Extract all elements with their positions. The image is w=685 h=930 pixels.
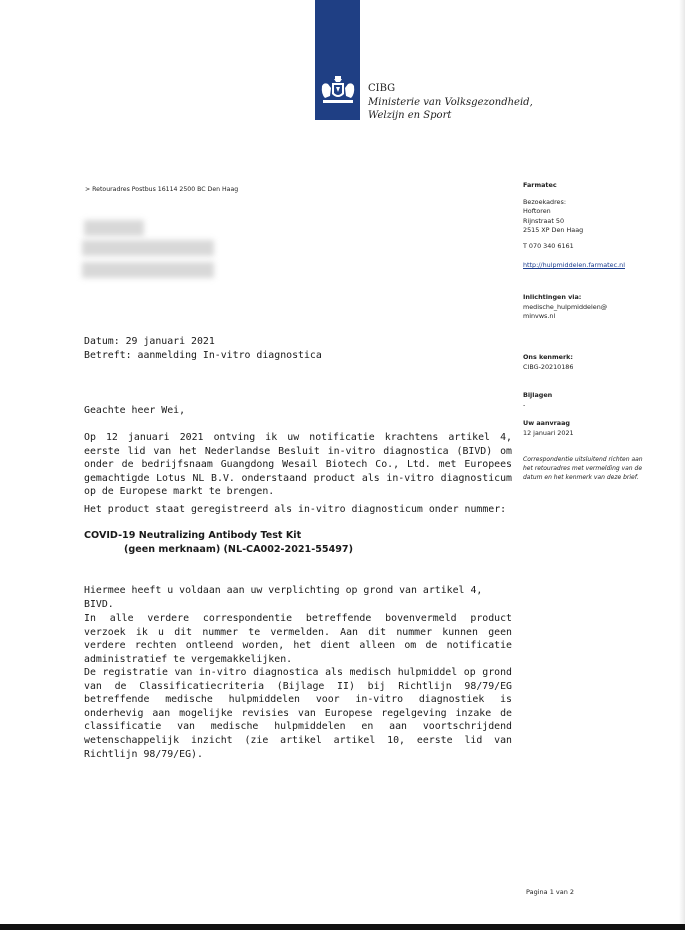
page-number: Pagina 1 van 2: [526, 888, 575, 896]
paragraph-correspondence: In alle verdere correspondentie betreffende bovenvermeld product verzoek ik u dit nummer te vermelden. Aan dit nummer kunnen geen verdere rechten ontleend worden, het dient alleen om de notificatie administratief te vergemakkelijken.: [84, 613, 512, 665]
redaction-block: [82, 262, 214, 278]
letter-date: Datum: 29 januari 2021: [84, 336, 215, 347]
paragraph-classification: De registratie van in-vitro diagnostica als medisch hulpmiddel op grond van de Classificatiecriteria (Bijlage II) bij Richtlijn 98/79/EG betreffende medische hulpmiddelen voor in-vitro diagnostiek is onderhevig aan mogelijke revisies van Europese regelgeving inzake de classificatie van medische hulpmiddelen en aan voortschrijdend wetenschappelijk inzicht (zie artikel artikel 10, eerste lid van Richtlijn 98/79/EG).: [84, 667, 512, 760]
department-name: Farmatec: [523, 181, 557, 189]
sidebar-contact-info: [523, 181, 625, 271]
sidebar-note: [523, 455, 651, 482]
product-registration-number: (geen merknaam) (NL-CA002-2021-55497): [124, 544, 353, 555]
redaction-block: [84, 220, 144, 236]
coat-of-arms-icon: [318, 74, 358, 108]
ministry-name: [368, 82, 533, 123]
reference-value: CIBG-20210186: [523, 362, 574, 371]
request-label: Uw aanvraag: [523, 419, 571, 427]
ministry-line-2: Welzijn en Sport: [368, 110, 452, 121]
correspondence-note: Correspondentie uitsluitend richten aan het retouradres met vermelding van de datum en het kenmerk van deze brief.: [523, 456, 643, 481]
attachments-label: Bijlagen: [523, 391, 553, 399]
info-email-line: minvws.nl: [523, 312, 556, 320]
ministry-line-1: Ministerie van Volksgezondheid,: [368, 96, 533, 108]
sidebar-request: [523, 419, 574, 438]
sidebar-info: [523, 293, 607, 322]
scan-edge-right: [679, 0, 685, 930]
salutation: Geachte heer Wei,: [84, 405, 186, 416]
info-email-line: medische_hulpmiddelen@: [523, 302, 608, 311]
return-address: > Retouradres Postbus 16114 2500 BC Den Haag: [85, 186, 239, 193]
org-name: CIBG: [368, 83, 396, 94]
website-link[interactable]: http://hulpmiddelen.farmatec.nl: [523, 261, 625, 269]
attachments-value: -: [523, 400, 526, 409]
visit-address-label: Bezoekadres:: [523, 197, 566, 206]
phone-number: T 070 340 6161: [523, 241, 574, 250]
government-logo-bar: [315, 0, 360, 120]
visit-address-line: Hoftoren: [523, 207, 551, 215]
visit-address-line: Rijnstraat 50: [523, 216, 565, 225]
redacted-recipient-address: [82, 218, 217, 282]
paragraph-obligation: Hiermee heeft u voldaan aan uw verplichting op grond van artikel 4, BIVD.: [84, 585, 483, 610]
paragraph-registration-intro: Het product staat geregistreerd als in-vitro diagnosticum onder nummer:: [84, 504, 507, 515]
request-date: 12 januari 2021: [523, 428, 574, 437]
reference-label: Ons kenmerk:: [523, 353, 573, 361]
sidebar-attachments: [523, 391, 552, 410]
redaction-block: [82, 240, 214, 256]
sidebar-reference: [523, 353, 573, 372]
scan-edge-bottom: [0, 924, 685, 930]
product-name: COVID-19 Neutralizing Antibody Test Kit: [84, 530, 302, 541]
info-label: Inlichtingen via:: [523, 293, 582, 301]
letter-subject: Betreft: aanmelding In-vitro diagnostica: [84, 350, 322, 361]
visit-address-line: 2515 XP Den Haag: [523, 226, 584, 234]
paragraph-notification: Op 12 januari 2021 ontving ik uw notificatie krachtens artikel 4, eerste lid van het Nederlandse Besluit in-vitro diagnostica (BIVD) om onder de bedrijfsnaam Guangdong Wesail Biotech Co., Ltd. met Europees gemachtigde Lotus NL B.V. onderstaand product als in-vitro diagnosticum op de Europese markt te brengen.: [84, 432, 512, 498]
